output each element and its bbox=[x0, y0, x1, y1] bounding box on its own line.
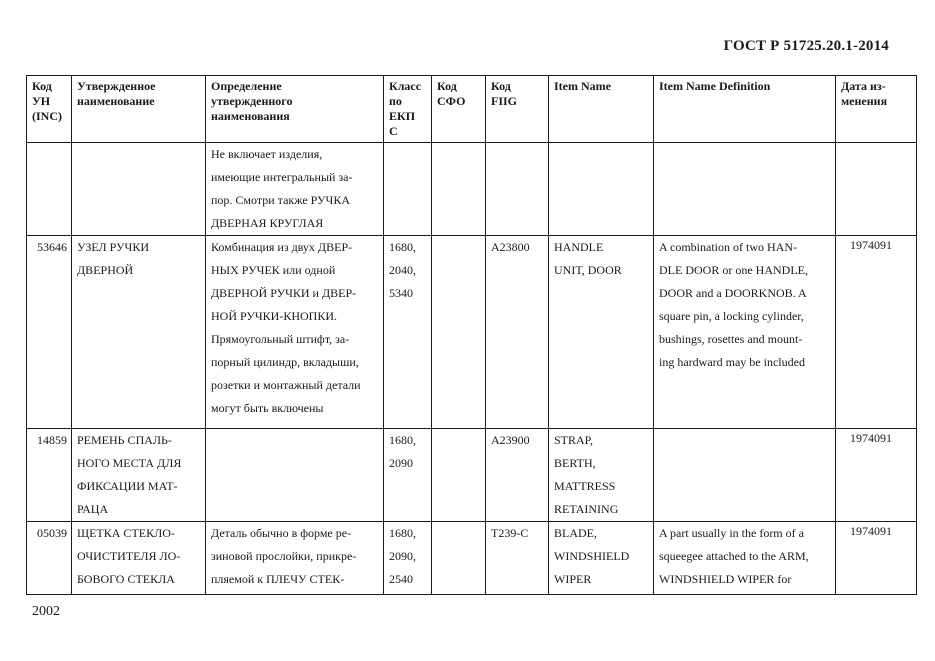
header-inc-code bbox=[27, 76, 72, 143]
class-cell bbox=[384, 522, 432, 595]
table-row bbox=[27, 522, 917, 595]
header-fiig-code bbox=[486, 76, 549, 143]
cell-line: A part usually in the form of a bbox=[659, 526, 804, 540]
header-line: С bbox=[389, 124, 398, 138]
inc-code-cell: 53646 bbox=[27, 236, 72, 429]
cell-line: НОГО МЕСТА ДЛЯ bbox=[77, 456, 182, 470]
cell-line: UNIT, DOOR bbox=[554, 263, 622, 277]
header-line: Определение bbox=[211, 79, 282, 93]
header-sfo-code bbox=[432, 76, 486, 143]
inc-code-cell: 05039 bbox=[27, 522, 72, 595]
header-approved-name bbox=[72, 76, 206, 143]
cell-line: WINDSHIELD bbox=[554, 549, 630, 563]
header-line: Код bbox=[437, 79, 457, 93]
header-line: Утвержденное bbox=[77, 79, 156, 93]
cell-line: 1680, bbox=[389, 240, 416, 254]
header-line: СФО bbox=[437, 94, 466, 108]
definition-cell bbox=[206, 522, 384, 595]
cell-line: Деталь обычно в форме ре- bbox=[211, 526, 352, 540]
cell-line: BERTH, bbox=[554, 456, 596, 470]
cell-line: ing hardward may be included bbox=[659, 355, 805, 369]
item-name-cell bbox=[549, 236, 654, 429]
class-cell bbox=[384, 143, 432, 236]
class-cell bbox=[384, 429, 432, 522]
cell-line: имеющие интегральный за- bbox=[211, 170, 353, 184]
cell-line: РАЦА bbox=[77, 502, 109, 516]
fiig-code-cell: A23800 bbox=[486, 236, 549, 429]
change-date-cell: 1974091 bbox=[836, 429, 917, 522]
header-change-date bbox=[836, 76, 917, 143]
header-line: ЕКП bbox=[389, 109, 416, 123]
header-line: наименования bbox=[211, 109, 290, 123]
table-header-row bbox=[27, 76, 917, 143]
cell-line: могут быть включены bbox=[211, 401, 324, 415]
header-line: УН bbox=[32, 94, 51, 108]
cell-line: 2090 bbox=[389, 456, 413, 470]
item-definition-cell bbox=[654, 522, 836, 595]
header-line: по bbox=[389, 94, 402, 108]
cell-line: DLE DOOR or one HANDLE, bbox=[659, 263, 808, 277]
header-item-name bbox=[549, 76, 654, 143]
header-line: FIIG bbox=[491, 94, 518, 108]
item-name-cell bbox=[549, 143, 654, 236]
cell-line: БОВОГО СТЕКЛА bbox=[77, 572, 175, 586]
fiig-code-cell: A23900 bbox=[486, 429, 549, 522]
cell-line: RETAINING bbox=[554, 502, 619, 516]
cell-line: ДВЕРНАЯ КРУГЛАЯ bbox=[211, 216, 324, 230]
definition-cell bbox=[206, 143, 384, 236]
change-date-cell: 1974091 bbox=[836, 522, 917, 595]
sfo-code-cell bbox=[432, 236, 486, 429]
cell-line: STRAP, bbox=[554, 433, 594, 447]
cell-line: A combination of two HAN- bbox=[659, 240, 797, 254]
item-name-cell bbox=[549, 522, 654, 595]
header-line: (INC) bbox=[32, 109, 62, 123]
header-name-definition bbox=[206, 76, 384, 143]
header-line: Код bbox=[491, 79, 511, 93]
header-class bbox=[384, 76, 432, 143]
page-number: 2002 bbox=[32, 604, 60, 619]
cell-line: Прямоугольный штифт, за- bbox=[211, 332, 350, 346]
cell-line: ЩЕТКА СТЕКЛО- bbox=[77, 526, 175, 540]
item-name-cell bbox=[549, 429, 654, 522]
document-title: ГОСТ Р 51725.20.1-2014 bbox=[723, 38, 889, 54]
table-row bbox=[27, 429, 917, 522]
cell-line: розетки и монтажный детали bbox=[211, 378, 361, 392]
cell-line: 2040, bbox=[389, 263, 416, 277]
item-definition-cell bbox=[654, 429, 836, 522]
cell-line: РЕМЕНЬ СПАЛЬ- bbox=[77, 433, 172, 447]
sfo-code-cell bbox=[432, 522, 486, 595]
cell-line: ФИКСАЦИИ МАТ- bbox=[77, 479, 178, 493]
cell-line: bushings, rosettes and mount- bbox=[659, 332, 803, 346]
sfo-code-cell bbox=[432, 429, 486, 522]
cell-line: MATTRESS bbox=[554, 479, 616, 493]
header-line: утвержденного bbox=[211, 94, 293, 108]
class-cell bbox=[384, 236, 432, 429]
cell-line: пляемой к ПЛЕЧУ СТЕК- bbox=[211, 572, 345, 586]
cell-line: порный цилиндр, вкладыши, bbox=[211, 355, 359, 369]
fiig-code-cell bbox=[486, 143, 549, 236]
cell-line: 2540 bbox=[389, 572, 413, 586]
cell-line: WINDSHIELD WIPER for bbox=[659, 572, 792, 586]
header-line: Item Name bbox=[554, 79, 611, 93]
header-line: Код bbox=[32, 79, 52, 93]
approved-name-cell bbox=[72, 236, 206, 429]
cell-line: НЫХ РУЧЕК или одной bbox=[211, 263, 336, 277]
header-item-definition bbox=[654, 76, 836, 143]
cell-line: пор. Смотри также РУЧКА bbox=[211, 193, 351, 207]
cell-line: зиновой прослойки, прикре- bbox=[211, 549, 357, 563]
change-date-cell: 1974091 bbox=[836, 236, 917, 429]
table-row bbox=[27, 236, 917, 429]
cell-line: НОЙ РУЧКИ-КНОПКИ. bbox=[211, 309, 338, 323]
definition-cell bbox=[206, 429, 384, 522]
approved-name-cell bbox=[72, 522, 206, 595]
header-line: наименование bbox=[77, 94, 155, 108]
cell-line: DOOR and a DOORKNOB. A bbox=[659, 286, 807, 300]
cell-line: ДВЕРНОЙ РУЧКИ и ДВЕР- bbox=[211, 286, 357, 300]
cell-line: Не включает изделия, bbox=[211, 147, 323, 161]
header-line: менения bbox=[841, 94, 888, 108]
cell-line: 5340 bbox=[389, 286, 413, 300]
cell-line: ОЧИСТИТЕЛЯ ЛО- bbox=[77, 549, 181, 563]
item-definition-cell bbox=[654, 236, 836, 429]
cell-line: 1680, bbox=[389, 526, 416, 540]
inc-code-cell bbox=[27, 143, 72, 236]
approved-name-cell bbox=[72, 429, 206, 522]
header-line: Item Name Definition bbox=[659, 79, 771, 93]
approved-name-cell bbox=[72, 143, 206, 236]
inc-code-cell: 14859 bbox=[27, 429, 72, 522]
cell-line: 2090, bbox=[389, 549, 416, 563]
cell-line: square pin, a locking cylinder, bbox=[659, 309, 804, 323]
change-date-cell bbox=[836, 143, 917, 236]
table-row bbox=[27, 143, 917, 236]
item-definition-cell bbox=[654, 143, 836, 236]
header-line: Класс bbox=[389, 79, 422, 93]
cell-line: BLADE, bbox=[554, 526, 597, 540]
definition-cell bbox=[206, 236, 384, 429]
cell-line: УЗЕЛ РУЧКИ bbox=[77, 240, 149, 254]
sfo-code-cell bbox=[432, 143, 486, 236]
cell-line: WIPER bbox=[554, 572, 592, 586]
cell-line: HANDLE bbox=[554, 240, 604, 254]
cell-line: squeegee attached to the ARM, bbox=[659, 549, 809, 563]
header-line: Дата из- bbox=[841, 79, 886, 93]
cell-line: ДВЕРНОЙ bbox=[77, 263, 134, 277]
fiig-code-cell: T239-C bbox=[486, 522, 549, 595]
cell-line: 1680, bbox=[389, 433, 416, 447]
cell-line: Комбинация из двух ДВЕР- bbox=[211, 240, 353, 254]
catalog-table bbox=[26, 75, 917, 595]
